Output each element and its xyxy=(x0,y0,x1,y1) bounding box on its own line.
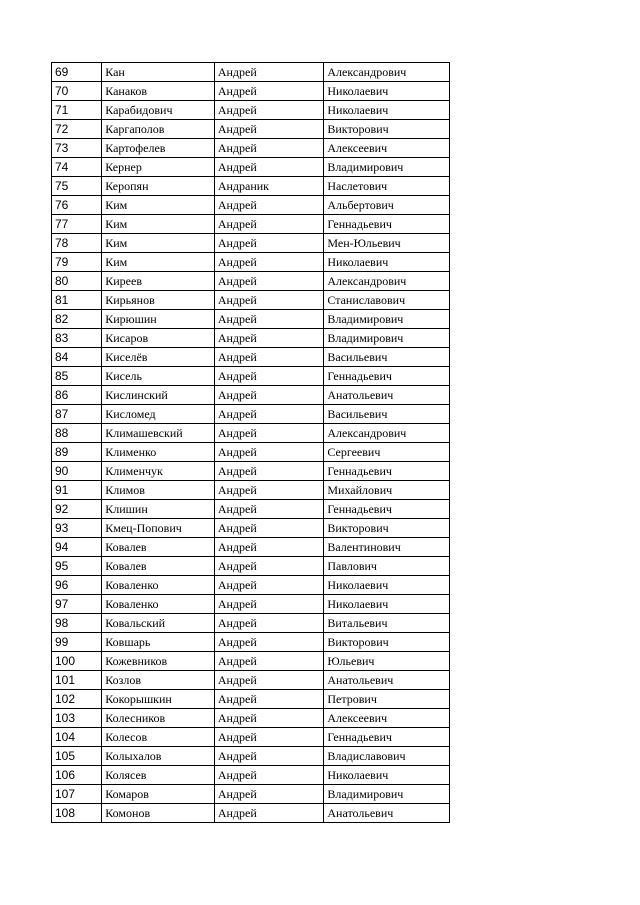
patronymic-cell: Анатольевич xyxy=(324,804,450,823)
first-name-cell: Андрей xyxy=(214,652,324,671)
table-row xyxy=(52,443,450,462)
table-row xyxy=(52,728,450,747)
first-name-cell: Андрей xyxy=(214,272,324,291)
names-table-body xyxy=(52,63,450,823)
first-name-cell: Андрей xyxy=(214,253,324,272)
row-number-cell: 81 xyxy=(52,291,102,310)
patronymic-cell: Николаевич xyxy=(324,576,450,595)
last-name-cell: Картофелев xyxy=(102,139,215,158)
patronymic-cell: Сергеевич xyxy=(324,443,450,462)
table-row xyxy=(52,557,450,576)
last-name-cell: Ким xyxy=(102,196,215,215)
first-name-cell: Андрей xyxy=(214,709,324,728)
last-name-cell: Клименко xyxy=(102,443,215,462)
table-row xyxy=(52,519,450,538)
first-name-cell: Андрей xyxy=(214,557,324,576)
last-name-cell: Климов xyxy=(102,481,215,500)
row-number-cell: 92 xyxy=(52,500,102,519)
patronymic-cell: Геннадьевич xyxy=(324,215,450,234)
row-number-cell: 75 xyxy=(52,177,102,196)
patronymic-cell: Алексеевич xyxy=(324,139,450,158)
first-name-cell: Андрей xyxy=(214,215,324,234)
row-number-cell: 77 xyxy=(52,215,102,234)
patronymic-cell: Николаевич xyxy=(324,595,450,614)
row-number-cell: 90 xyxy=(52,462,102,481)
patronymic-cell: Николаевич xyxy=(324,253,450,272)
patronymic-cell: Владиславович xyxy=(324,747,450,766)
table-row xyxy=(52,424,450,443)
patronymic-cell: Мен-Юльевич xyxy=(324,234,450,253)
row-number-cell: 103 xyxy=(52,709,102,728)
patronymic-cell: Михайлович xyxy=(324,481,450,500)
first-name-cell: Андрей xyxy=(214,101,324,120)
table-row xyxy=(52,652,450,671)
row-number-cell: 89 xyxy=(52,443,102,462)
first-name-cell: Андрей xyxy=(214,405,324,424)
first-name-cell: Андрей xyxy=(214,424,324,443)
patronymic-cell: Геннадьевич xyxy=(324,367,450,386)
last-name-cell: Колыхалов xyxy=(102,747,215,766)
row-number-cell: 106 xyxy=(52,766,102,785)
row-number-cell: 85 xyxy=(52,367,102,386)
row-number-cell: 100 xyxy=(52,652,102,671)
first-name-cell: Андрей xyxy=(214,462,324,481)
first-name-cell: Андрей xyxy=(214,481,324,500)
last-name-cell: Ким xyxy=(102,215,215,234)
first-name-cell: Андрей xyxy=(214,291,324,310)
last-name-cell: Ковальский xyxy=(102,614,215,633)
row-number-cell: 69 xyxy=(52,63,102,82)
first-name-cell: Андрей xyxy=(214,633,324,652)
patronymic-cell: Викторович xyxy=(324,519,450,538)
last-name-cell: Ким xyxy=(102,234,215,253)
table-row xyxy=(52,101,450,120)
table-row xyxy=(52,462,450,481)
patronymic-cell: Валентинович xyxy=(324,538,450,557)
patronymic-cell: Николаевич xyxy=(324,101,450,120)
patronymic-cell: Петрович xyxy=(324,690,450,709)
last-name-cell: Кмец-Попович xyxy=(102,519,215,538)
row-number-cell: 101 xyxy=(52,671,102,690)
first-name-cell: Андрей xyxy=(214,671,324,690)
row-number-cell: 104 xyxy=(52,728,102,747)
patronymic-cell: Васильевич xyxy=(324,348,450,367)
patronymic-cell: Александрович xyxy=(324,424,450,443)
first-name-cell: Андрей xyxy=(214,785,324,804)
last-name-cell: Кисель xyxy=(102,367,215,386)
patronymic-cell: Викторович xyxy=(324,633,450,652)
table-row xyxy=(52,253,450,272)
first-name-cell: Андрей xyxy=(214,804,324,823)
table-row xyxy=(52,405,450,424)
table-row xyxy=(52,158,450,177)
table-row xyxy=(52,329,450,348)
row-number-cell: 108 xyxy=(52,804,102,823)
last-name-cell: Кожевников xyxy=(102,652,215,671)
table-row xyxy=(52,367,450,386)
first-name-cell: Андрей xyxy=(214,519,324,538)
last-name-cell: Климашевский xyxy=(102,424,215,443)
first-name-cell: Андрей xyxy=(214,196,324,215)
last-name-cell: Клименчук xyxy=(102,462,215,481)
row-number-cell: 86 xyxy=(52,386,102,405)
last-name-cell: Карабидович xyxy=(102,101,215,120)
row-number-cell: 88 xyxy=(52,424,102,443)
row-number-cell: 102 xyxy=(52,690,102,709)
patronymic-cell: Владимирович xyxy=(324,310,450,329)
table-row xyxy=(52,348,450,367)
last-name-cell: Коваленко xyxy=(102,595,215,614)
patronymic-cell: Алексеевич xyxy=(324,709,450,728)
table-row xyxy=(52,177,450,196)
patronymic-cell: Васильевич xyxy=(324,405,450,424)
first-name-cell: Андрей xyxy=(214,614,324,633)
patronymic-cell: Наслетович xyxy=(324,177,450,196)
table-row xyxy=(52,766,450,785)
patronymic-cell: Альбертович xyxy=(324,196,450,215)
table-row xyxy=(52,633,450,652)
patronymic-cell: Александрович xyxy=(324,63,450,82)
table-row xyxy=(52,120,450,139)
table-row xyxy=(52,63,450,82)
table-row xyxy=(52,595,450,614)
patronymic-cell: Юльевич xyxy=(324,652,450,671)
table-row xyxy=(52,196,450,215)
first-name-cell: Андрей xyxy=(214,367,324,386)
table-row xyxy=(52,538,450,557)
last-name-cell: Ковалев xyxy=(102,557,215,576)
last-name-cell: Коваленко xyxy=(102,576,215,595)
table-row xyxy=(52,804,450,823)
patronymic-cell: Геннадьевич xyxy=(324,728,450,747)
row-number-cell: 78 xyxy=(52,234,102,253)
row-number-cell: 73 xyxy=(52,139,102,158)
last-name-cell: Киреев xyxy=(102,272,215,291)
last-name-cell: Канаков xyxy=(102,82,215,101)
first-name-cell: Андраник xyxy=(214,177,324,196)
last-name-cell: Колясев xyxy=(102,766,215,785)
row-number-cell: 83 xyxy=(52,329,102,348)
last-name-cell: Комонов xyxy=(102,804,215,823)
patronymic-cell: Владимирович xyxy=(324,329,450,348)
table-row xyxy=(52,386,450,405)
row-number-cell: 98 xyxy=(52,614,102,633)
last-name-cell: Кирюшин xyxy=(102,310,215,329)
last-name-cell: Комаров xyxy=(102,785,215,804)
last-name-cell: Ким xyxy=(102,253,215,272)
patronymic-cell: Викторович xyxy=(324,120,450,139)
last-name-cell: Ковшарь xyxy=(102,633,215,652)
row-number-cell: 91 xyxy=(52,481,102,500)
table-row xyxy=(52,614,450,633)
first-name-cell: Андрей xyxy=(214,728,324,747)
row-number-cell: 71 xyxy=(52,101,102,120)
row-number-cell: 97 xyxy=(52,595,102,614)
row-number-cell: 79 xyxy=(52,253,102,272)
patronymic-cell: Анатольевич xyxy=(324,386,450,405)
patronymic-cell: Павлович xyxy=(324,557,450,576)
last-name-cell: Кислинский xyxy=(102,386,215,405)
first-name-cell: Андрей xyxy=(214,63,324,82)
last-name-cell: Керопян xyxy=(102,177,215,196)
row-number-cell: 93 xyxy=(52,519,102,538)
last-name-cell: Колесников xyxy=(102,709,215,728)
table-row xyxy=(52,671,450,690)
first-name-cell: Андрей xyxy=(214,576,324,595)
patronymic-cell: Владимирович xyxy=(324,158,450,177)
last-name-cell: Кирьянов xyxy=(102,291,215,310)
table-row xyxy=(52,310,450,329)
row-number-cell: 87 xyxy=(52,405,102,424)
last-name-cell: Кисломед xyxy=(102,405,215,424)
last-name-cell: Клишин xyxy=(102,500,215,519)
row-number-cell: 94 xyxy=(52,538,102,557)
last-name-cell: Кан xyxy=(102,63,215,82)
first-name-cell: Андрей xyxy=(214,139,324,158)
first-name-cell: Андрей xyxy=(214,500,324,519)
first-name-cell: Андрей xyxy=(214,329,324,348)
first-name-cell: Андрей xyxy=(214,158,324,177)
first-name-cell: Андрей xyxy=(214,747,324,766)
last-name-cell: Кисаров xyxy=(102,329,215,348)
table-row xyxy=(52,576,450,595)
first-name-cell: Андрей xyxy=(214,310,324,329)
row-number-cell: 95 xyxy=(52,557,102,576)
row-number-cell: 72 xyxy=(52,120,102,139)
last-name-cell: Киселёв xyxy=(102,348,215,367)
row-number-cell: 70 xyxy=(52,82,102,101)
table-row xyxy=(52,690,450,709)
last-name-cell: Кернер xyxy=(102,158,215,177)
last-name-cell: Кокорышкин xyxy=(102,690,215,709)
patronymic-cell: Александрович xyxy=(324,272,450,291)
table-row xyxy=(52,272,450,291)
table-row xyxy=(52,747,450,766)
patronymic-cell: Геннадьевич xyxy=(324,500,450,519)
row-number-cell: 96 xyxy=(52,576,102,595)
first-name-cell: Андрей xyxy=(214,766,324,785)
table-row xyxy=(52,481,450,500)
table-row xyxy=(52,500,450,519)
row-number-cell: 84 xyxy=(52,348,102,367)
row-number-cell: 80 xyxy=(52,272,102,291)
patronymic-cell: Владимирович xyxy=(324,785,450,804)
row-number-cell: 99 xyxy=(52,633,102,652)
patronymic-cell: Станиславович xyxy=(324,291,450,310)
row-number-cell: 76 xyxy=(52,196,102,215)
table-row xyxy=(52,215,450,234)
patronymic-cell: Анатольевич xyxy=(324,671,450,690)
first-name-cell: Андрей xyxy=(214,386,324,405)
table-row xyxy=(52,785,450,804)
patronymic-cell: Витальевич xyxy=(324,614,450,633)
table-row xyxy=(52,709,450,728)
last-name-cell: Колесов xyxy=(102,728,215,747)
first-name-cell: Андрей xyxy=(214,690,324,709)
table-row xyxy=(52,139,450,158)
first-name-cell: Андрей xyxy=(214,538,324,557)
row-number-cell: 74 xyxy=(52,158,102,177)
first-name-cell: Андрей xyxy=(214,443,324,462)
patronymic-cell: Николаевич xyxy=(324,82,450,101)
first-name-cell: Андрей xyxy=(214,234,324,253)
table-row xyxy=(52,82,450,101)
row-number-cell: 105 xyxy=(52,747,102,766)
first-name-cell: Андрей xyxy=(214,348,324,367)
row-number-cell: 82 xyxy=(52,310,102,329)
table-row xyxy=(52,234,450,253)
last-name-cell: Козлов xyxy=(102,671,215,690)
patronymic-cell: Геннадьевич xyxy=(324,462,450,481)
last-name-cell: Каргаполов xyxy=(102,120,215,139)
row-number-cell: 107 xyxy=(52,785,102,804)
table-row xyxy=(52,291,450,310)
names-table xyxy=(51,62,450,823)
first-name-cell: Андрей xyxy=(214,120,324,139)
last-name-cell: Ковалев xyxy=(102,538,215,557)
first-name-cell: Андрей xyxy=(214,82,324,101)
first-name-cell: Андрей xyxy=(214,595,324,614)
patronymic-cell: Николаевич xyxy=(324,766,450,785)
